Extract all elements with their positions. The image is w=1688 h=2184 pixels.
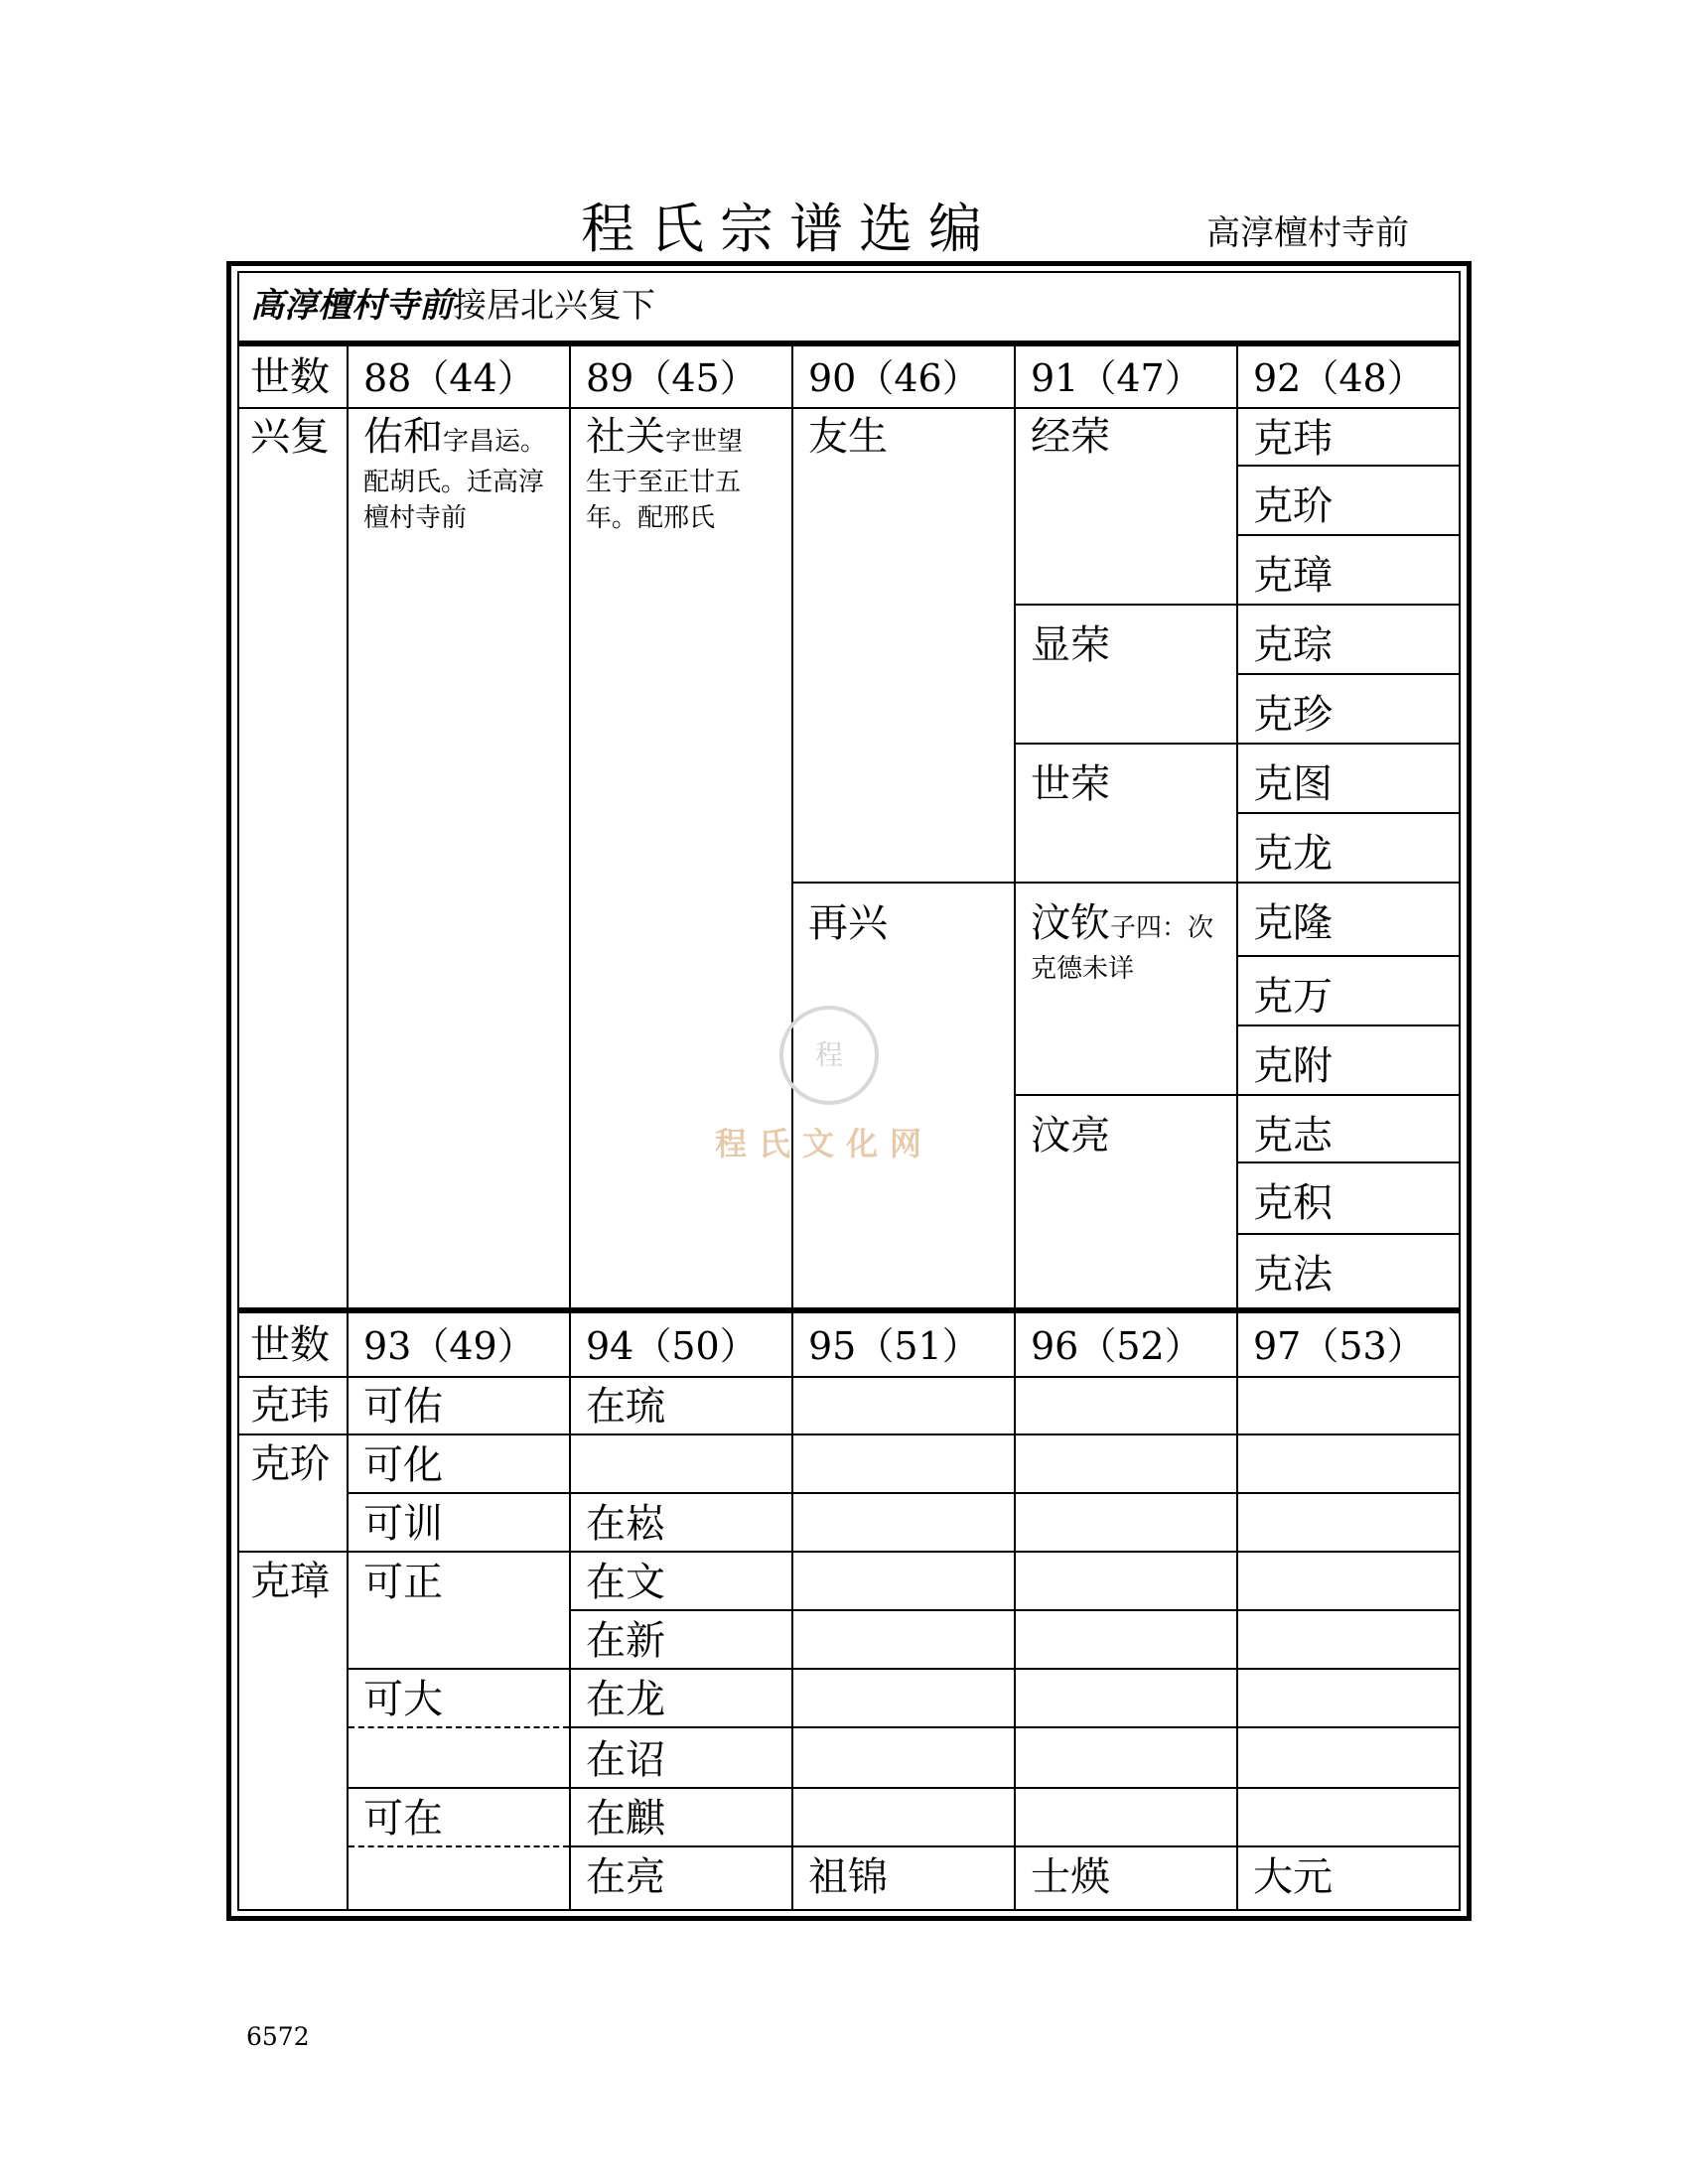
- person-name: 汶钦: [1031, 900, 1110, 946]
- lower-row-line: [237, 1551, 1461, 1553]
- lower-generation-93: 93（49）: [363, 1324, 535, 1368]
- upper-row-line: [1236, 812, 1461, 814]
- upper-generation-89: 89（45）: [586, 356, 758, 400]
- header-location: 高淳檀村寺前: [1206, 213, 1409, 253]
- person-name: 佑和: [363, 414, 443, 460]
- lower-row-line: [569, 1845, 1461, 1847]
- person-zu-jin: 祖锦: [808, 1854, 888, 1900]
- upper-header-line: [237, 407, 1461, 409]
- lower-dashed-line: [349, 1726, 569, 1728]
- lower-ancestor-ke-wei: 克玮: [250, 1383, 330, 1429]
- person-zai-wen: 在文: [586, 1560, 665, 1605]
- person-you-sheng: 友生: [808, 414, 888, 460]
- person-zai-song: 在崧: [586, 1501, 665, 1547]
- upper-row-line: [1014, 1094, 1461, 1096]
- lower-header-line: [237, 1376, 1461, 1378]
- upper-row-line: [1236, 534, 1461, 536]
- upper-row-line: [1236, 673, 1461, 675]
- person-ke-zhen: 克珍: [1253, 692, 1333, 738]
- watermark-seal: 程: [779, 1006, 879, 1105]
- person-ke-wei: 克玮: [1253, 416, 1333, 462]
- separator-top: [237, 341, 1461, 346]
- lower-generation-94: 94（50）: [586, 1324, 758, 1368]
- lower-generation-97: 97（53）: [1253, 1324, 1425, 1368]
- person-ke-jie: 克玠: [1253, 483, 1333, 529]
- branch-title: [250, 281, 655, 331]
- person-ke-long2: 克隆: [1253, 900, 1333, 946]
- person-ke-fa: 克法: [1253, 1252, 1333, 1297]
- lower-ancestor-ke-zhang: 克璋: [250, 1559, 330, 1604]
- separator-middle: [237, 1307, 1461, 1313]
- person-ke-ji: 克积: [1253, 1180, 1333, 1226]
- person-ke-tu: 克图: [1253, 761, 1333, 807]
- person-da-yuan: 大元: [1253, 1854, 1333, 1900]
- upper-generation-91: 91（47）: [1031, 356, 1202, 400]
- upper-row-line: [1236, 1233, 1461, 1235]
- upper-row-line: [1236, 465, 1461, 467]
- lower-dashed-line: [349, 1845, 569, 1847]
- upper-generation-92: 92（48）: [1253, 356, 1425, 400]
- person-zai-xing: 再兴: [808, 900, 888, 946]
- lower-ancestor-ke-jie: 克玠: [250, 1441, 330, 1487]
- branch-title-rest: 接居北兴复下: [453, 286, 655, 326]
- person-ke-hua: 可化: [363, 1442, 443, 1488]
- person-ke-xun: 可训: [363, 1501, 443, 1547]
- person-you-he: [363, 412, 546, 462]
- upper-col-line: [569, 346, 571, 1307]
- upper-row-line: [1236, 1024, 1461, 1026]
- person-ke-long: 克龙: [1253, 831, 1333, 877]
- person-ke-fu: 克附: [1253, 1043, 1333, 1089]
- lower-generation-96: 96（52）: [1031, 1324, 1202, 1368]
- person-ke-wan: 克万: [1253, 974, 1333, 1020]
- upper-generation-88: 88（44）: [363, 356, 535, 400]
- lower-generation-95: 95（51）: [808, 1324, 980, 1368]
- lower-row-line: [347, 1668, 1461, 1670]
- lower-row-line: [569, 1609, 1461, 1611]
- person-zai-zhao: 在诏: [586, 1737, 665, 1783]
- page-number: 6572: [246, 2022, 310, 2051]
- person-wen-qin: [1031, 898, 1213, 948]
- person-ke-you: 可佑: [363, 1384, 443, 1430]
- upper-ancestor: 兴复: [250, 414, 330, 460]
- upper-row-line: [1014, 743, 1461, 745]
- person-ke-cong: 克琮: [1253, 622, 1333, 668]
- upper-generation-label: 世数: [250, 354, 330, 400]
- person-note: 配胡氏。迁高淳檀村寺前: [363, 468, 545, 533]
- person-ke-zhi: 克志: [1253, 1113, 1333, 1159]
- lower-generation-label: 世数: [250, 1322, 330, 1368]
- lower-row-line: [237, 1433, 1461, 1435]
- person-zai-qi: 在麒: [586, 1796, 665, 1842]
- lower-col-line: [347, 1313, 349, 1911]
- person-note: 生于至正廿五年。配邢氏: [586, 468, 742, 533]
- upper-generation-90: 90（46）: [808, 356, 980, 400]
- person-ke-zai: 可在: [363, 1796, 443, 1842]
- lower-row-line: [569, 1726, 1461, 1728]
- person-note: 克德未详: [1031, 954, 1135, 984]
- person-zai-long: 在龙: [586, 1677, 665, 1722]
- lower-row-line: [347, 1492, 1461, 1494]
- lower-row-line: [347, 1787, 1461, 1789]
- watermark-text: 程氏文化网: [715, 1125, 934, 1162]
- upper-row-line: [791, 882, 1461, 884]
- person-note-inline: 字世望: [665, 427, 744, 457]
- person-name: 社关: [586, 414, 665, 460]
- upper-row-line: [1236, 1161, 1461, 1163]
- person-xian-rong: 显荣: [1031, 622, 1110, 668]
- upper-row-line: [1014, 604, 1461, 606]
- person-note-inline: 字昌运。: [443, 427, 547, 457]
- person-shi-ying: 士煐: [1031, 1854, 1110, 1900]
- lower-col-line: [1014, 1313, 1016, 1911]
- lower-col-line: [791, 1313, 793, 1911]
- upper-row-line: [1236, 955, 1461, 957]
- person-zai-xin: 在新: [586, 1618, 665, 1664]
- person-note-inline: 子四：次: [1110, 913, 1214, 943]
- person-zai-liang: 在亮: [586, 1854, 665, 1900]
- branch-title-lead: 高淳檀村寺前: [250, 286, 453, 326]
- document-title: 程氏宗谱选编: [581, 198, 998, 260]
- upper-col-line: [1014, 346, 1016, 1307]
- lower-col-line: [569, 1313, 571, 1911]
- upper-col-line: [347, 346, 349, 1307]
- person-zai-liu: 在琉: [586, 1384, 665, 1430]
- person-shi-rong: 世荣: [1031, 761, 1110, 807]
- person-wen-liang: 汶亮: [1031, 1113, 1110, 1159]
- person-ke-da: 可大: [363, 1677, 443, 1722]
- person-she-guan: [586, 412, 743, 462]
- person-ke-zheng: 可正: [363, 1560, 443, 1605]
- lower-col-line: [1236, 1313, 1238, 1911]
- person-ke-zhang: 克璋: [1253, 553, 1333, 599]
- person-jing-rong: 经荣: [1031, 414, 1110, 460]
